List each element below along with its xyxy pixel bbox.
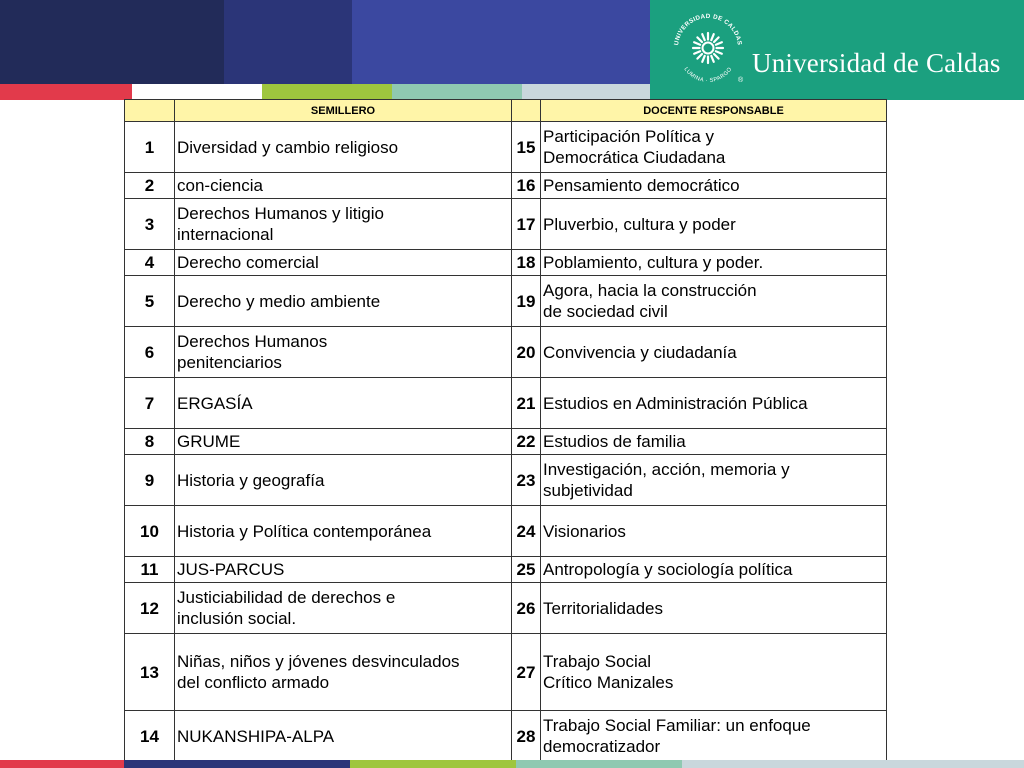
- seal-ray: [694, 51, 700, 53]
- row-number-right: 24: [512, 506, 541, 557]
- row-number-left: 1: [125, 122, 175, 173]
- row-number-right: 22: [512, 429, 541, 455]
- header-banner: [0, 0, 1024, 100]
- row-number-right: 25: [512, 557, 541, 583]
- table-row: [125, 276, 887, 327]
- seal-ray: [711, 34, 713, 40]
- footer-stripe-mint: [516, 760, 682, 768]
- docente-name: Participación Política y Democrática Ciudadana: [541, 122, 887, 173]
- svg-text:LUMINA · SPARGO: [682, 66, 733, 84]
- row-number-left: 4: [125, 250, 175, 276]
- semillero-name: Historia y Política contemporánea: [175, 506, 512, 557]
- row-number-left: 8: [125, 429, 175, 455]
- docente-name: Visionarios: [541, 506, 887, 557]
- table-row: [125, 583, 887, 634]
- row-number-left: 12: [125, 583, 175, 634]
- row-number-right: 27: [512, 634, 541, 711]
- svg-text:UNIVERSIDAD DE CALDAS: [673, 13, 743, 46]
- table-row: [125, 711, 887, 762]
- semillero-name: Historia y geografía: [175, 455, 512, 506]
- docente-name: Pensamiento democrático: [541, 173, 887, 199]
- header-stripe-lime: [262, 84, 392, 100]
- docente-name: Trabajo Social Familiar: un enfoque democratizador: [541, 711, 887, 762]
- seal-ray: [697, 37, 702, 42]
- row-number-left: 14: [125, 711, 175, 762]
- footer-stripe-navy: [124, 760, 350, 768]
- header-stripe-grey: [522, 84, 650, 100]
- docente-name: Convivencia y ciudadanía: [541, 327, 887, 378]
- row-number-left: 3: [125, 199, 175, 250]
- row-number-left: 7: [125, 378, 175, 429]
- table-row: [125, 173, 887, 199]
- docente-name: Agora, hacia la construcción de sociedad civil: [541, 276, 887, 327]
- semillero-name: Derecho comercial: [175, 250, 512, 276]
- row-number-left: 5: [125, 276, 175, 327]
- semillero-name: JUS-PARCUS: [175, 557, 512, 583]
- row-number-left: 13: [125, 634, 175, 711]
- table-row: [125, 634, 887, 711]
- row-number-right: 28: [512, 711, 541, 762]
- seal-ray: [702, 56, 704, 62]
- row-number-right: 16: [512, 173, 541, 199]
- semillero-name: Niñas, niños y jóvenes desvinculados del conflicto armado: [175, 634, 512, 711]
- footer-stripes: [0, 760, 1024, 768]
- header-band-blue: [352, 0, 650, 84]
- table-header-row: [125, 100, 887, 122]
- header-stripe-mint: [392, 84, 522, 100]
- semillero-name: Diversidad y cambio religioso: [175, 122, 512, 173]
- table-row: [125, 378, 887, 429]
- table-row: [125, 327, 887, 378]
- seal-ray: [716, 51, 722, 53]
- docente-name: Estudios en Administración Pública: [541, 378, 887, 429]
- university-name: Universidad de Caldas: [752, 48, 1001, 78]
- docente-name: Estudios de familia: [541, 429, 887, 455]
- header-docente-responsable: DOCENTE RESPONSABLE: [541, 100, 887, 122]
- row-number-left: 9: [125, 455, 175, 506]
- docente-name: Investigación, acción, memoria y subjetividad: [541, 455, 887, 506]
- seal-ray: [697, 54, 702, 59]
- header-stripe-red: [0, 84, 132, 100]
- table-row: [125, 455, 887, 506]
- svg-text:®: ®: [738, 77, 744, 84]
- row-number-right: 20: [512, 327, 541, 378]
- seal-ray: [714, 37, 719, 42]
- docente-name: Poblamiento, cultura y poder.: [541, 250, 887, 276]
- seal-text-top: UNIVERSIDAD DE CALDAS: [673, 12, 743, 46]
- row-number-right: 15: [512, 122, 541, 173]
- docente-name: Antropología y sociología política: [541, 557, 887, 583]
- header-stripe-white: [132, 84, 262, 100]
- semillero-name: ERGASÍA: [175, 378, 512, 429]
- seal-text-bottom: LUMINA · SPARGO: [682, 66, 734, 85]
- header-semillero: SEMILLERO: [175, 100, 512, 122]
- row-number-left: 10: [125, 506, 175, 557]
- row-number-right: 26: [512, 583, 541, 634]
- semillero-name: GRUME: [175, 429, 512, 455]
- semillero-name: Derecho y medio ambiente: [175, 276, 512, 327]
- semillero-name: NUKANSHIPA-ALPA: [175, 711, 512, 762]
- university-seal-logo: [668, 8, 748, 88]
- row-number-left: 11: [125, 557, 175, 583]
- row-number-right: 18: [512, 250, 541, 276]
- footer-stripe-red: [0, 760, 124, 768]
- seal-ray: [716, 42, 722, 44]
- footer-stripe-grey: [682, 760, 1024, 768]
- seal-ray: [711, 56, 713, 62]
- table-row: [125, 557, 887, 583]
- table-row: [125, 122, 887, 173]
- row-number-right: 19: [512, 276, 541, 327]
- table-row: [125, 250, 887, 276]
- semillero-name: Derechos Humanos penitenciarios: [175, 327, 512, 378]
- row-number-right: 21: [512, 378, 541, 429]
- semilleros-table: [124, 99, 887, 762]
- table-row: [125, 199, 887, 250]
- seal-ray: [694, 42, 700, 44]
- seal-ray: [702, 34, 704, 40]
- table-row: [125, 506, 887, 557]
- header-band-navy: [224, 0, 352, 84]
- semillero-name: Derechos Humanos y litigio internacional: [175, 199, 512, 250]
- row-number-right: 23: [512, 455, 541, 506]
- header-number-right: [512, 100, 541, 122]
- docente-name: Pluverbio, cultura y poder: [541, 199, 887, 250]
- header-band-navy-dark: [0, 0, 224, 84]
- footer-stripe-lime: [350, 760, 516, 768]
- seal-ray: [714, 54, 719, 59]
- header-number-left: [125, 100, 175, 122]
- row-number-right: 17: [512, 199, 541, 250]
- semillero-name: con-ciencia: [175, 173, 512, 199]
- docente-name: Territorialidades: [541, 583, 887, 634]
- row-number-left: 6: [125, 327, 175, 378]
- docente-name: Trabajo Social Crítico Manizales: [541, 634, 887, 711]
- row-number-left: 2: [125, 173, 175, 199]
- table-row: [125, 429, 887, 455]
- semillero-name: Justiciabilidad de derechos e inclusión social.: [175, 583, 512, 634]
